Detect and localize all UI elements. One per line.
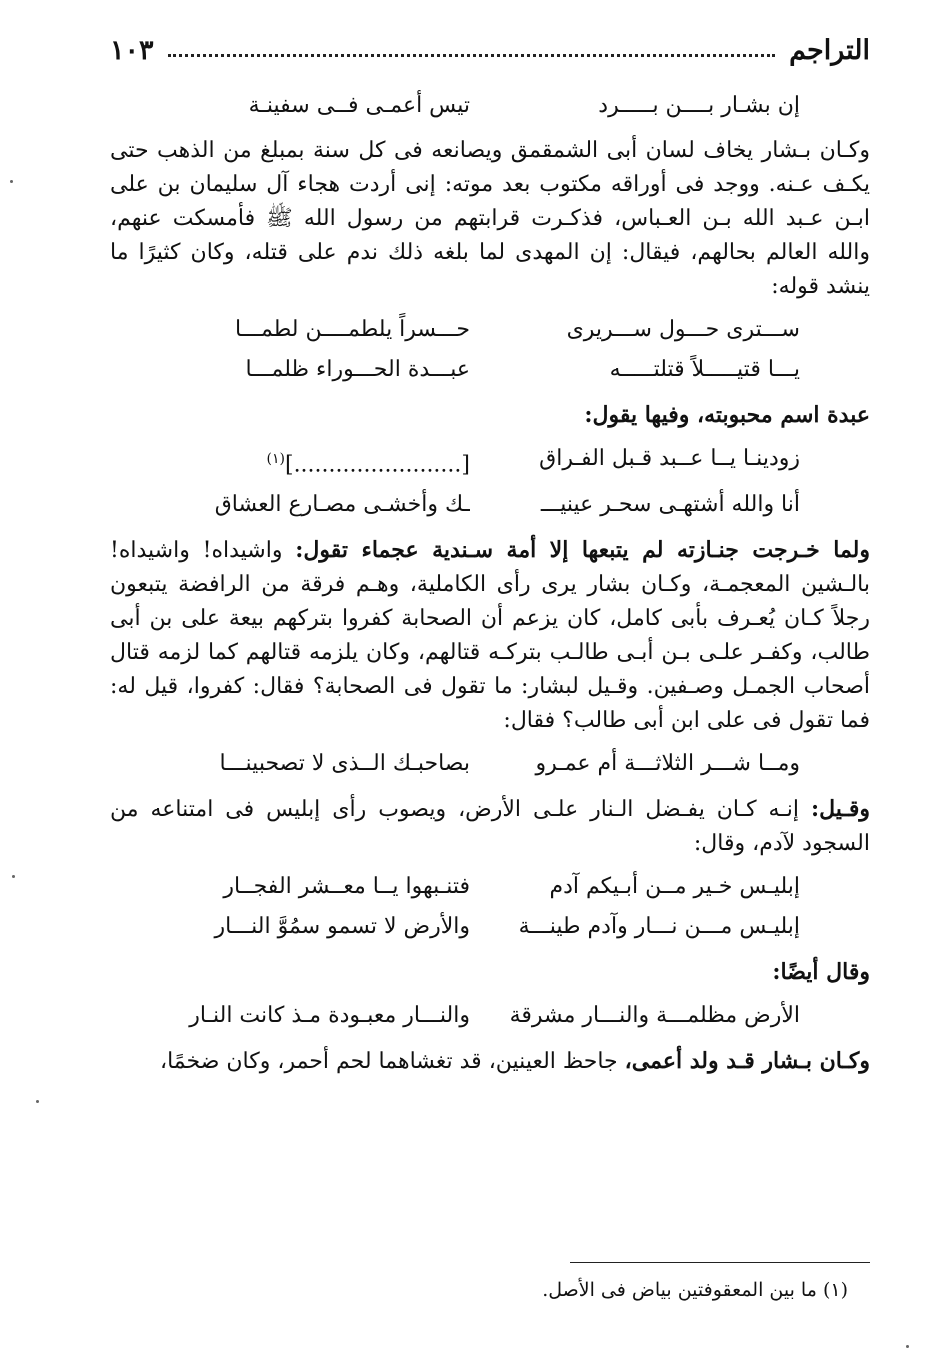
scan-speck [12, 875, 15, 878]
page-header [110, 28, 870, 72]
verse-line [110, 909, 870, 945]
verse-first-hemistich: إن بشـار بــــن بـــــرد [598, 93, 800, 118]
verse-line [110, 312, 870, 348]
scan-speck [10, 180, 13, 183]
paragraph [110, 792, 870, 861]
bold-text: وقـيل: [810, 796, 870, 823]
verse-second-hemistich: بصاحبـك الــذى لا تصحبينـــا [219, 751, 470, 777]
footnote: (١) ما بين المعقوفتين بياض فى الأصل. [542, 1279, 848, 1301]
paragraph-text: واشيداه! واشيداه! بالـشين المعجمـة، وكـان بشار يرى رأى الكاملية، وهـم فرقة من الرافضة يتبعون رجلاً كـان يُعـرف بأبى كامل، كان يزعم أن الصحابة كفروا بتركهم بيعة على بن أبى طالب، وكفـر علـى بـن أبـى طالـب بتركـه قتالهم، وكان يلزمه قتالهم كما لزمه قتال أصحاب الجمـل وصـفين. وقـيل لبشار: ما تقول فى الصحابة؟ فقال: كفروا، قيل له: فما تقول فى على ابن أبى طالب؟ فقال: [110, 538, 870, 734]
verse-line [110, 487, 870, 523]
verse-first-hemistich: الأرض مظلمـــة والنـــار مشرقة [510, 1003, 800, 1029]
verse-second-hemistich: حـــسراً يلطمــــن لطمـــا [234, 317, 470, 342]
verse-second-hemistich: عبـــدة الحـــوراء ظلمـــا [245, 357, 470, 382]
paragraph-text: إنـه كـان يفـضل الـنار علـى الأرض، ويصوب رأى إبليس فى امتناعه من السجود لآدم، وقال: [110, 797, 870, 857]
paragraph-text: جاحظ العينين، قد تغشاهما لحم أحمر، وكان ضخمًا، [160, 1049, 625, 1075]
footnote-divider [570, 1262, 870, 1263]
verse-first-hemistich: أنا والله أشتهـى سحـر عينيـــ [540, 492, 800, 518]
verse-line [110, 869, 870, 905]
verse-first-hemistich: ســـتری حـــول ســـريری [566, 317, 800, 342]
paragraph [110, 955, 870, 990]
page-body [110, 84, 870, 1087]
verse-first-hemistich: إبليـس خـير مــن أبـيكم آدم [549, 874, 800, 900]
footnote-reference: (١) [266, 451, 285, 467]
running-title: التراجم [789, 34, 870, 66]
header-dot-leader [168, 54, 776, 57]
verse-first-hemistich: زودينـا يــا عــبد قـبل الفـراق [539, 446, 800, 471]
paragraph [110, 1044, 870, 1079]
bold-text: وقال أيضًا: [772, 959, 870, 986]
scan-speck [906, 1345, 909, 1348]
lacuna-text: [........................] [284, 452, 470, 478]
verse-line [110, 746, 870, 782]
verse-line [110, 352, 870, 388]
verse-second-hemistich: والنـــار معبـودة مـذ كانت النـار [189, 1003, 470, 1029]
verse-first-hemistich: إبليـس مـــن نـــار وآدم طينـــة [518, 914, 800, 940]
scan-speck [36, 1100, 39, 1103]
bold-text: وكـان بـشار قـد ولد أعمى، [624, 1048, 870, 1075]
verse-line [110, 441, 870, 483]
verse-second-hemistich: فتنـبهوا يــا معــشر الفجــار [223, 874, 470, 900]
verse-line [110, 998, 870, 1034]
bold-text: عبدة اسم محبوبته، وفيها يقول: [584, 402, 870, 428]
verse-second-hemistich: ـك وأخشـى مصـارع العشاق [214, 492, 470, 518]
verse-second-hemistich: تيس أعمـى فــى سفينـة [248, 93, 470, 118]
paragraph [110, 398, 870, 433]
verse-first-hemistich: يـــا قتيـــــلاً قتلتـــــه [609, 357, 800, 382]
page-number: ١٠٣ [110, 34, 154, 66]
verse-first-hemistich: ومــا شـــر الثلاثـــة أم عمـرو [535, 751, 800, 777]
verse-second-hemistich [180, 441, 470, 483]
verse-second-hemistich: والأرض لا تسمو سمُوَّ النـــار [214, 914, 470, 940]
verse-line [110, 88, 870, 124]
paragraph: وكـان بـشار يخاف لسان أبى الشمقمق ويصانعه فى كل سنة بمبلغ من الذهب حتى يكـف عـنه. ووجد فى أوراقه مكتوب بعد موته: إنى أردت هجاء آل سليمان بن على ابـن عـبد الله بـن العـباس، فذكـرت قرابتهم من رسول الله ﷺ فأمسكت عنهم، والله العالم بحالهم، فيقال: إن المهدى لما بلغه ذلك ندم على قتله، وكان كثيرًا ما ينشد قوله: [110, 138, 871, 299]
paragraph [110, 533, 870, 738]
bold-text: ولما خـرجت جنـازته لم يتبعها إلا أمة سـندية عجماء تقول: [295, 537, 870, 564]
